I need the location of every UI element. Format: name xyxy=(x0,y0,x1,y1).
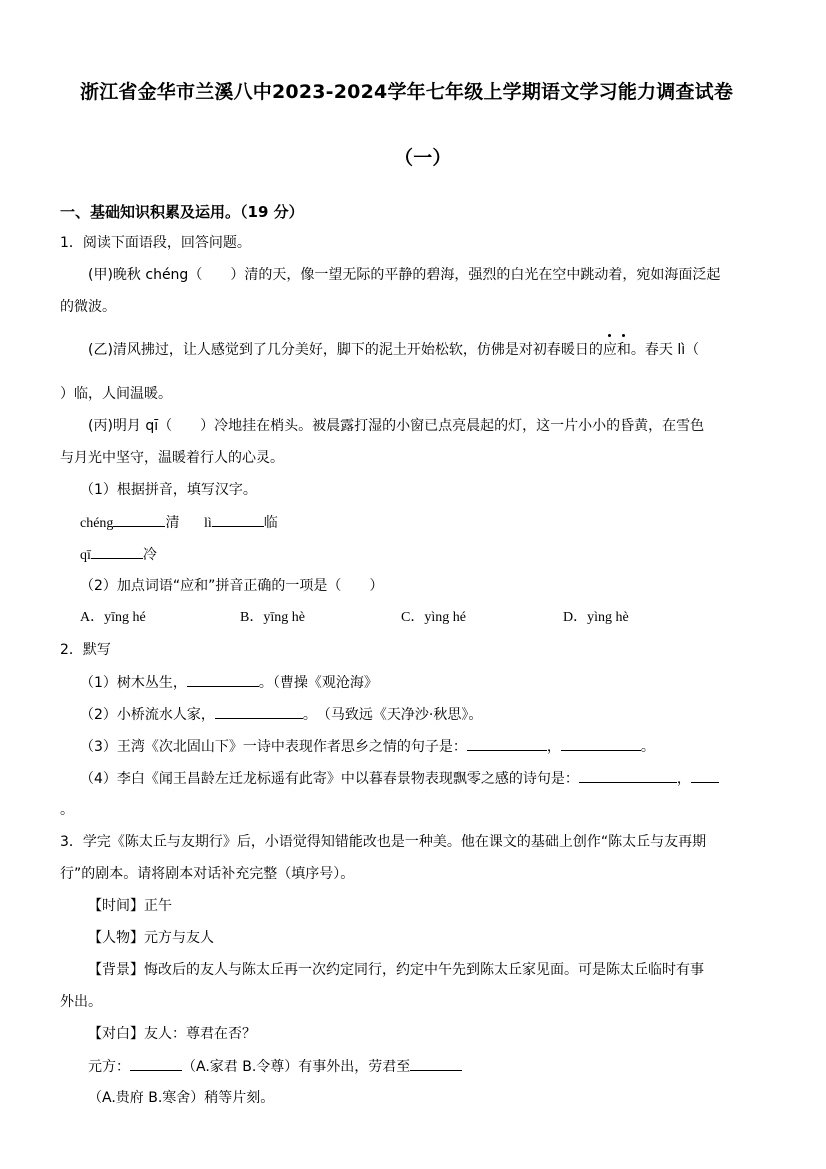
question-1-stem: 1．阅读下面语段，回答问题。 xyxy=(60,235,251,251)
question-2-stem: 2．默写 xyxy=(60,642,111,658)
answer-blank[interactable] xyxy=(561,736,641,751)
fill-blank-cheng: chéng 清 xyxy=(80,512,179,534)
option-a[interactable]: A．yīng hé xyxy=(80,610,146,625)
answer-blank[interactable] xyxy=(91,544,143,559)
dictation-line-2: （2）小桥流水人家， 。 （马致远《天净沙·秋思》。 xyxy=(80,704,482,725)
script-people: 【人物】元方与友人 xyxy=(88,930,214,946)
script-yuanfang-line: 元方： （A.家君 B.令尊）有事外出，劳君至 xyxy=(88,1056,462,1077)
question-3-stem-line1: 3．学完《陈太丘与友期行》后，小语觉得知错能改也是一种美。他在课文的基础上创作“陈太丘与友再期 xyxy=(60,834,707,850)
option-c[interactable]: C．yìng hé xyxy=(401,610,466,625)
option-b[interactable]: B．yīng hè xyxy=(240,610,305,625)
script-background-line2: 外出。 xyxy=(60,994,102,1010)
passage-jia-line2: 的微波。 xyxy=(60,299,116,315)
question-3-stem-line2: 行”的剧本。请将剧本对话补充完整（填序号）。 xyxy=(60,866,355,882)
answer-blank[interactable] xyxy=(579,768,677,783)
emphasis-dot-char: 应 xyxy=(602,342,617,358)
fill-blank-qi: qī 冷 xyxy=(80,544,157,566)
answer-blank[interactable] xyxy=(467,736,547,751)
answer-blank[interactable] xyxy=(187,672,259,687)
answer-blank[interactable] xyxy=(113,512,165,527)
sub-question-2: （2）加点词语“应和”拼音正确的一项是（ ） xyxy=(80,578,384,594)
answer-blank[interactable] xyxy=(410,1056,462,1071)
dictation-line-1: （1）树木丛生， 。（曹操《观沧海》 xyxy=(80,672,378,693)
script-last-line: （A.贵府 B.寒舍）稍等片刻。 xyxy=(88,1090,275,1106)
sub-question-1: （1）根据拼音，填写汉字。 xyxy=(80,482,257,498)
passage-yi-line2: ）临，人间温暖。 xyxy=(60,386,172,402)
section-heading: 一、基础知识积累及运用。（19 分） xyxy=(60,203,304,221)
passage-jia-line1: (甲)晚秋 chéng（ ）清的天，像一望无际的平静的碧海，强烈的白光在空中跳动着，宛如海面泛起 xyxy=(88,267,721,283)
passage-bing-line1: (丙)明月 qī（ ）冷地挂在梢头。被晨露打湿的小窗已点亮晨起的灯，这一片小小的昏黄，在雪色 xyxy=(88,418,705,434)
option-d[interactable]: D．yìng hè xyxy=(563,610,629,625)
script-background-line1: 【背景】悔改后的友人与陈太丘再一次约定同行，约定中午先到陈太丘家见面。可是陈太丘临时有事 xyxy=(88,962,704,978)
emphasis-dot-char: 和 xyxy=(616,342,631,358)
answer-blank[interactable] xyxy=(130,1056,182,1071)
script-dialogue: 【对白】友人：尊君在否？ xyxy=(88,1026,256,1042)
passage-bing-line2: 与月光中坚守，温暖着行人的心灵。 xyxy=(60,450,284,466)
exam-title: 浙江省金华市兰溪八中2023-2024学年七年级上学期语文学习能力调查试卷 xyxy=(80,81,734,103)
exam-subtitle: （一） xyxy=(394,147,452,169)
answer-blank[interactable] xyxy=(691,768,719,783)
script-time: 【时间】正午 xyxy=(88,898,172,914)
dictation-line-4: （4）李白《闻王昌龄左迁龙标遥有此寄》中以暮春景物表现飘零之感的诗句是： ， xyxy=(80,768,719,789)
fill-blank-li: lì 临 xyxy=(204,512,278,534)
answer-blank[interactable] xyxy=(215,704,303,719)
answer-blank[interactable] xyxy=(212,512,264,527)
passage-yi-line1: (乙)清风拂过，让人感觉到了几分美好，脚下的泥土开始松软，仿佛是对初春暖日的应和。春天 lì（ xyxy=(88,342,700,358)
dictation-line-4-end: 。 xyxy=(60,802,74,818)
dictation-line-3: （3）王湾《次北固山下》一诗中表现作者思乡之情的句子是： ， 。 xyxy=(80,736,655,757)
